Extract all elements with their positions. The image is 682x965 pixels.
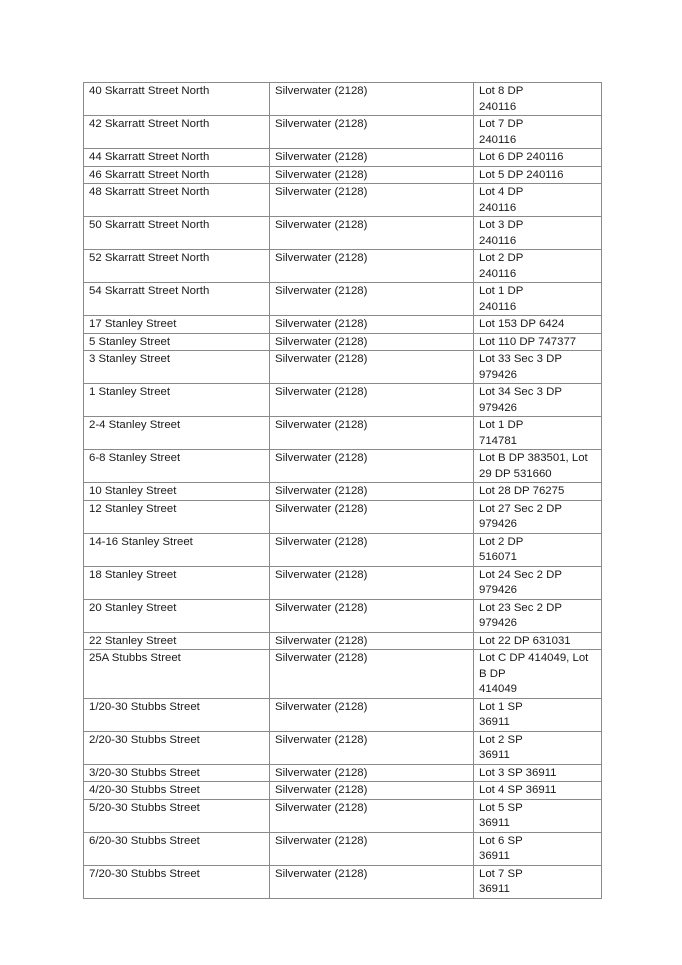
address-cell: 25A Stubbs Street	[84, 650, 270, 699]
address-cell: 1/20-30 Stubbs Street	[84, 698, 270, 731]
table-row	[84, 533, 602, 566]
suburb-cell: Silverwater (2128)	[270, 283, 474, 316]
suburb-cell: Silverwater (2128)	[270, 782, 474, 800]
suburb-cell: Silverwater (2128)	[270, 764, 474, 782]
address-cell: 42 Skarratt Street North	[84, 116, 270, 149]
address-cell: 1 Stanley Street	[84, 384, 270, 417]
lot-dp-cell: Lot 153 DP 6424	[474, 316, 602, 334]
table-row	[84, 384, 602, 417]
lot-dp-cell: Lot 6 SP 36911	[474, 832, 602, 865]
lot-dp-cell: Lot 34 Sec 3 DP 979426	[474, 384, 602, 417]
lot-dp-cell: Lot 1 DP 714781	[474, 417, 602, 450]
table-row	[84, 599, 602, 632]
table-row	[84, 250, 602, 283]
address-cell: 52 Skarratt Street North	[84, 250, 270, 283]
table-row	[84, 217, 602, 250]
suburb-cell: Silverwater (2128)	[270, 566, 474, 599]
table-row	[84, 731, 602, 764]
address-cell: 10 Stanley Street	[84, 483, 270, 501]
suburb-cell: Silverwater (2128)	[270, 533, 474, 566]
suburb-cell: Silverwater (2128)	[270, 250, 474, 283]
lot-dp-cell: Lot 24 Sec 2 DP 979426	[474, 566, 602, 599]
lot-dp-cell: Lot 2 SP 36911	[474, 731, 602, 764]
table-row	[84, 764, 602, 782]
lot-dp-cell: Lot C DP 414049, Lot B DP 414049	[474, 650, 602, 699]
address-cell: 18 Stanley Street	[84, 566, 270, 599]
suburb-cell: Silverwater (2128)	[270, 166, 474, 184]
table-row	[84, 865, 602, 898]
suburb-cell: Silverwater (2128)	[270, 351, 474, 384]
table-row	[84, 283, 602, 316]
address-cell: 6/20-30 Stubbs Street	[84, 832, 270, 865]
address-cell: 17 Stanley Street	[84, 316, 270, 334]
lot-dp-cell: Lot 27 Sec 2 DP 979426	[474, 500, 602, 533]
lot-dp-cell: Lot 3 SP 36911	[474, 764, 602, 782]
table-row	[84, 116, 602, 149]
table-row	[84, 650, 602, 699]
table-row	[84, 782, 602, 800]
lot-dp-cell: Lot 8 DP 240116	[474, 83, 602, 116]
suburb-cell: Silverwater (2128)	[270, 599, 474, 632]
lot-dp-cell: Lot 28 DP 76275	[474, 483, 602, 501]
address-cell: 5/20-30 Stubbs Street	[84, 799, 270, 832]
suburb-cell: Silverwater (2128)	[270, 500, 474, 533]
address-cell: 4/20-30 Stubbs Street	[84, 782, 270, 800]
lot-dp-cell: Lot 1 SP 36911	[474, 698, 602, 731]
table-row	[84, 483, 602, 501]
address-cell: 5 Stanley Street	[84, 333, 270, 351]
suburb-cell: Silverwater (2128)	[270, 417, 474, 450]
suburb-cell: Silverwater (2128)	[270, 316, 474, 334]
suburb-cell: Silverwater (2128)	[270, 650, 474, 699]
property-lots-table	[83, 82, 602, 899]
lot-dp-cell: Lot 4 SP 36911	[474, 782, 602, 800]
table-row	[84, 83, 602, 116]
table-row	[84, 149, 602, 167]
suburb-cell: Silverwater (2128)	[270, 184, 474, 217]
address-cell: 20 Stanley Street	[84, 599, 270, 632]
suburb-cell: Silverwater (2128)	[270, 731, 474, 764]
lot-dp-cell: Lot 2 DP 516071	[474, 533, 602, 566]
table-row	[84, 799, 602, 832]
address-cell: 40 Skarratt Street North	[84, 83, 270, 116]
lot-dp-cell: Lot 110 DP 747377	[474, 333, 602, 351]
lot-dp-cell: Lot 6 DP 240116	[474, 149, 602, 167]
address-cell: 2-4 Stanley Street	[84, 417, 270, 450]
table-row	[84, 333, 602, 351]
table-row	[84, 351, 602, 384]
suburb-cell: Silverwater (2128)	[270, 632, 474, 650]
table-row	[84, 450, 602, 483]
suburb-cell: Silverwater (2128)	[270, 698, 474, 731]
suburb-cell: Silverwater (2128)	[270, 483, 474, 501]
table-row	[84, 698, 602, 731]
table-row	[84, 166, 602, 184]
address-cell: 46 Skarratt Street North	[84, 166, 270, 184]
lot-dp-cell: Lot 3 DP 240116	[474, 217, 602, 250]
table-row	[84, 184, 602, 217]
suburb-cell: Silverwater (2128)	[270, 450, 474, 483]
table-row	[84, 632, 602, 650]
address-cell: 12 Stanley Street	[84, 500, 270, 533]
address-cell: 14-16 Stanley Street	[84, 533, 270, 566]
suburb-cell: Silverwater (2128)	[270, 832, 474, 865]
address-cell: 48 Skarratt Street North	[84, 184, 270, 217]
address-cell: 54 Skarratt Street North	[84, 283, 270, 316]
suburb-cell: Silverwater (2128)	[270, 333, 474, 351]
address-cell: 2/20-30 Stubbs Street	[84, 731, 270, 764]
suburb-cell: Silverwater (2128)	[270, 217, 474, 250]
table-row	[84, 832, 602, 865]
address-cell: 50 Skarratt Street North	[84, 217, 270, 250]
table-row	[84, 316, 602, 334]
lot-dp-cell: Lot 2 DP 240116	[474, 250, 602, 283]
lot-dp-cell: Lot 7 DP 240116	[474, 116, 602, 149]
lot-dp-cell: Lot 23 Sec 2 DP 979426	[474, 599, 602, 632]
table-row	[84, 566, 602, 599]
table-row	[84, 500, 602, 533]
lot-dp-cell: Lot 33 Sec 3 DP 979426	[474, 351, 602, 384]
lot-dp-cell: Lot 7 SP 36911	[474, 865, 602, 898]
table-row	[84, 417, 602, 450]
address-cell: 7/20-30 Stubbs Street	[84, 865, 270, 898]
address-cell: 22 Stanley Street	[84, 632, 270, 650]
address-cell: 44 Skarratt Street North	[84, 149, 270, 167]
address-cell: 3/20-30 Stubbs Street	[84, 764, 270, 782]
lot-dp-cell: Lot 4 DP 240116	[474, 184, 602, 217]
suburb-cell: Silverwater (2128)	[270, 149, 474, 167]
lot-dp-cell: Lot 22 DP 631031	[474, 632, 602, 650]
lot-dp-cell: Lot 5 DP 240116	[474, 166, 602, 184]
lot-dp-cell: Lot B DP 383501, Lot 29 DP 531660	[474, 450, 602, 483]
lot-dp-cell: Lot 5 SP 36911	[474, 799, 602, 832]
address-cell: 6-8 Stanley Street	[84, 450, 270, 483]
suburb-cell: Silverwater (2128)	[270, 799, 474, 832]
lot-dp-cell: Lot 1 DP 240116	[474, 283, 602, 316]
address-cell: 3 Stanley Street	[84, 351, 270, 384]
table-body	[84, 83, 602, 899]
suburb-cell: Silverwater (2128)	[270, 83, 474, 116]
suburb-cell: Silverwater (2128)	[270, 116, 474, 149]
suburb-cell: Silverwater (2128)	[270, 865, 474, 898]
suburb-cell: Silverwater (2128)	[270, 384, 474, 417]
